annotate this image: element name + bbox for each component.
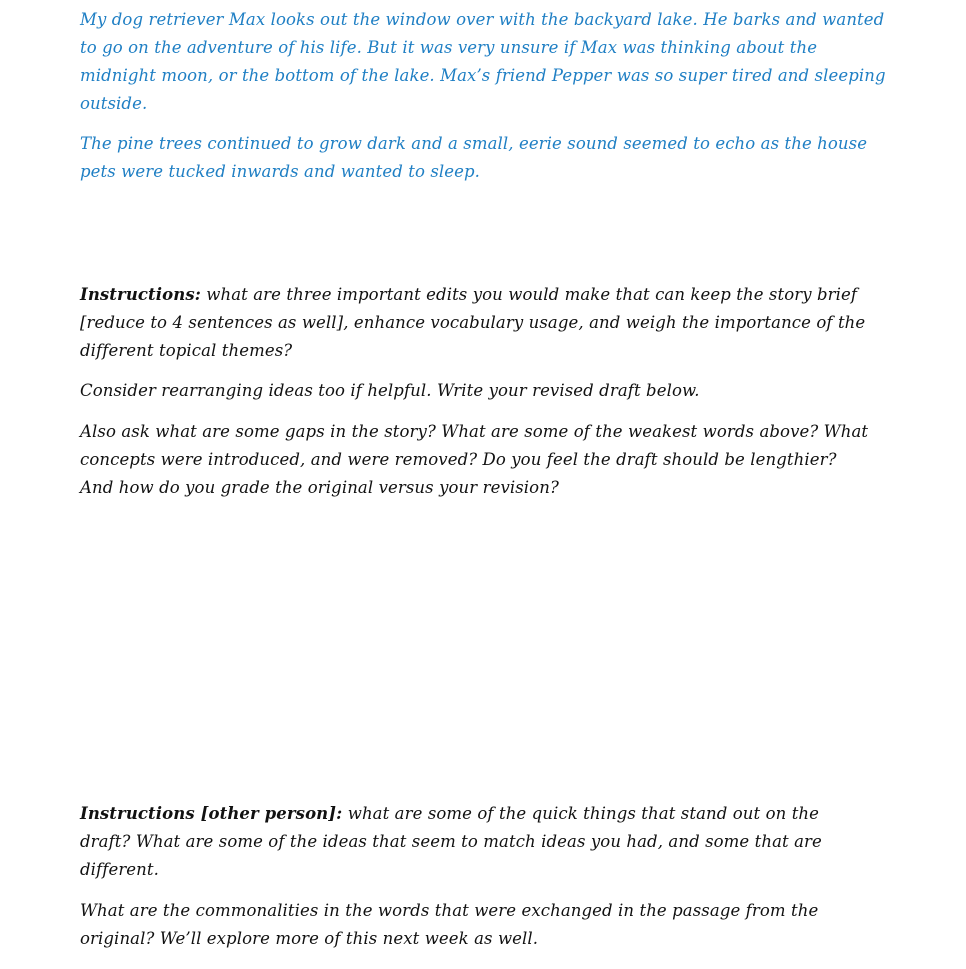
story-paragraph-1: My dog retriever Max looks out the window over with the backyard lake. He barks and wanted to go on the adventure of his life. But it was very unsure if Max was thinking about the midnight moon, or the bottom of the lake. Max’s friend Pepper was so super tired and sleeping outside. bbox=[80, 10, 886, 113]
other-person-text: what are some of the quick things that stand out on the draft? What are some of the ideas that seem to match ideas you had, and some that are different. bbox=[80, 804, 822, 879]
rearrange-instruction: Consider rearranging ideas too if helpful. Write your revised draft below. bbox=[80, 381, 700, 400]
other-person-label: Instructions [other person]: bbox=[80, 804, 343, 823]
instructions-label: Instructions: bbox=[80, 285, 201, 304]
other-person-instructions bbox=[80, 800, 870, 884]
instructions-text: what are three important edits you would make that can keep the story brief [reduce to 4 sentences as well], enhance vocabulary usage, and weigh the importance of the different topical themes? bbox=[80, 285, 866, 360]
commonalities-question: What are the commonalities in the words that were exchanged in the passage from the original? We’ll explore more of this next week as well. bbox=[80, 901, 819, 948]
story-paragraph-2: The pine trees continued to grow dark and a small, eerie sound seemed to echo as the house pets were tucked inwards and wanted to sleep. bbox=[80, 134, 868, 181]
instructions-paragraph bbox=[80, 281, 870, 365]
review-questions: Also ask what are some gaps in the story? What are some of the weakest words above? What concepts were introduced, and were removed? Do you feel the draft should be lengthier? And how do you grade the original versus your revision? bbox=[80, 422, 869, 497]
